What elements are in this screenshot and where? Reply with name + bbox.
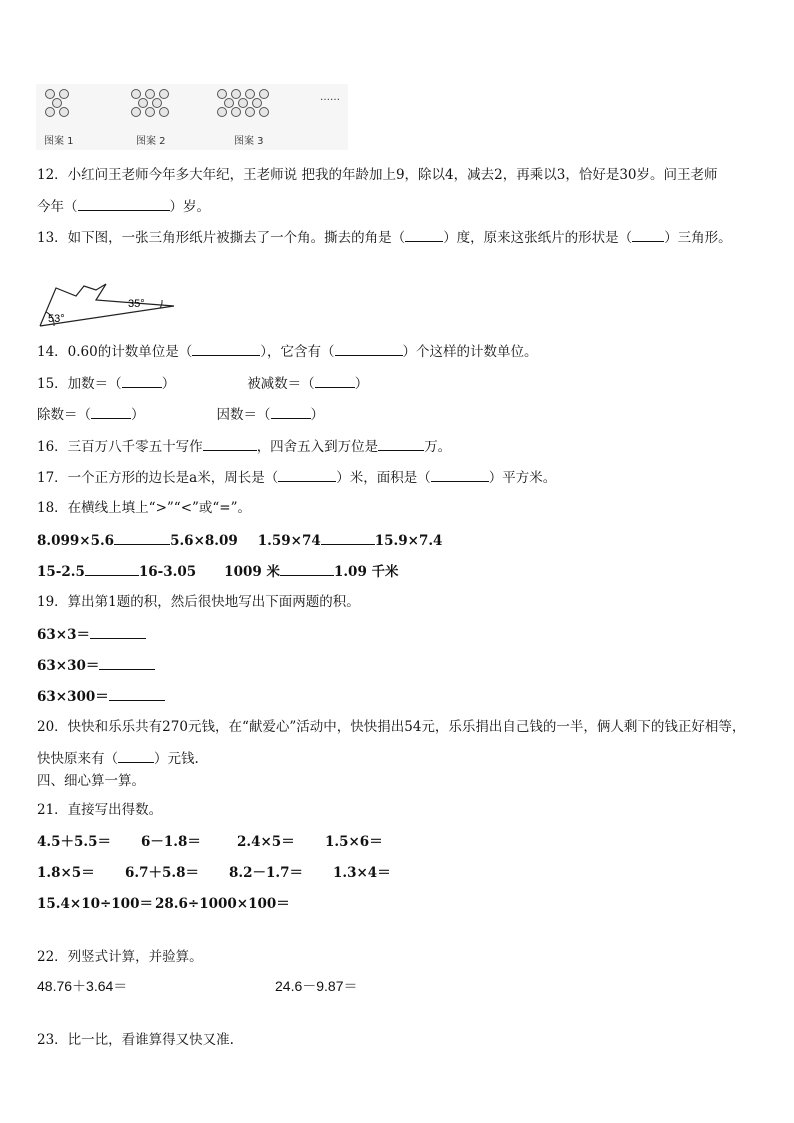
q18-r2-blank-1[interactable] (85, 562, 139, 576)
q18-r2-blank-2[interactable] (280, 562, 334, 576)
question-23-title (37, 1031, 234, 1049)
question-22-title: 22．列竖式计算，并验算。 (37, 949, 203, 965)
question-12-line-2 (37, 197, 210, 216)
q22-expr-2: 24.6－9.87＝ (275, 978, 358, 994)
q20-prefix: 快快原来有（ (37, 751, 118, 767)
pattern-label-2: 图案 2 (136, 136, 166, 147)
question-13 (37, 228, 732, 247)
q18-r1-right-a: 5.6×8.09 (170, 533, 238, 549)
question-21-title: 21．直接写出得数。 (37, 802, 163, 818)
question-20-line-1: 20．快快和乐乐共有270元钱，在“献爱心”活动中，快快捐出54元，乐乐捐出自己钱的一半，俩人剩下的钱正好相等， (37, 719, 746, 735)
q21-r2-item-4: 1.3×4＝ (333, 865, 391, 881)
q16-blank-rounded[interactable] (378, 437, 424, 451)
question-19-title: 19．算出第1题的积，然后很快地写出下面两题的积。 (37, 594, 360, 610)
q18-r1-right-b: 15.9×7.4 (374, 533, 443, 549)
q15-addend-blank[interactable] (122, 374, 162, 388)
angle-label-right: 35° (128, 298, 145, 310)
question-15-row-1 (37, 374, 368, 393)
question-22-items (37, 977, 358, 995)
q13-blank-shape[interactable] (632, 228, 664, 242)
q20-answer-blank[interactable] (118, 749, 154, 763)
q15-divisor-blank[interactable] (91, 405, 131, 419)
question-19-item-2 (37, 656, 155, 675)
q19-blank-2[interactable] (99, 656, 155, 670)
question-21-row-3 (37, 895, 290, 913)
q19-blank-1[interactable] (90, 625, 146, 639)
q21-r2-item-2: 6.7＋5.8＝ (125, 865, 199, 881)
q18-r1-left-a: 8.099×5.6 (37, 533, 115, 549)
question-17 (37, 468, 556, 487)
q21-r3-item-2: 28.6÷1000×100＝ (155, 896, 290, 912)
q23-text: 23．比一比，看谁算得又快又准. (37, 1032, 234, 1048)
q18-r1-left-b: 1.59×74 (257, 533, 321, 549)
question-18-row-1 (37, 531, 442, 550)
pattern-ellipsis: …… (320, 92, 340, 103)
q18-r1-blank-2[interactable] (321, 531, 375, 545)
q13-blank-degree[interactable] (405, 228, 443, 242)
question-20-line-2 (37, 749, 199, 768)
q21-r3-item-1: 15.4×10÷100＝ (37, 896, 153, 912)
pattern-figure (36, 84, 348, 150)
question-15-row-2 (37, 405, 324, 424)
q18-r2-right-a: 16-3.05 (138, 564, 197, 580)
section-4-heading: 四、细心算一算。 (37, 773, 145, 789)
question-21-row-1 (37, 833, 383, 851)
q17-text-a: 17．一个正方形的边长是a米，周长是（ (37, 470, 279, 486)
q16-text-b: ，四舍五入到万位是 (256, 439, 379, 455)
q14-text-b: ），它含有（ (260, 344, 335, 360)
question-18-title: 18．在横线上填上“>”“<”或“=”。 (37, 500, 252, 516)
q15-close-4: ） (310, 407, 324, 423)
q21-r1-item-4: 1.5×6＝ (325, 834, 383, 850)
q18-r2-right-b: 1.09 千米 (333, 564, 399, 580)
question-12-line-1: 12．小红问王老师今年多大年纪，王老师说 把我的年龄加上9，除以4，减去2，再乘以3，恰好是30岁。问王老师 (37, 167, 718, 183)
question-18-row-2 (37, 562, 399, 581)
q13-text-a: 13．如下图，一张三角形纸片被撕去了一个角。撕去的角是（ (37, 230, 406, 246)
q14-text-c: ）个这样的计数单位。 (402, 344, 538, 360)
q16-blank-written[interactable] (203, 437, 257, 451)
q19-expr-1: 63×3＝ (37, 627, 90, 643)
q17-blank-area[interactable] (431, 468, 489, 482)
q13-text-c: ）三角形。 (664, 230, 732, 246)
q14-blank-unit[interactable] (192, 342, 260, 356)
q16-text-c: 万。 (424, 439, 452, 455)
q18-r1-blank-1[interactable] (114, 531, 170, 545)
question-19-item-1 (37, 625, 146, 644)
torn-triangle-figure (36, 280, 180, 334)
question-16 (37, 437, 451, 456)
q21-r2-item-3: 8.2－1.7＝ (229, 865, 303, 881)
q21-r1-item-2: 6－1.8＝ (141, 834, 201, 850)
q21-r2-item-1: 1.8×5＝ (37, 865, 95, 881)
q15-addend-label: 15．加数＝（ (37, 376, 122, 392)
q17-text-c: ）平方米。 (488, 470, 557, 486)
question-19-item-3 (37, 687, 165, 706)
q18-r2-left-b: 1009 米 (224, 564, 280, 580)
q15-close-2: ） (354, 376, 369, 392)
q20-suffix: ）元钱. (154, 751, 199, 767)
q16-text-a: 16．三百万八千零五十写作 (37, 439, 203, 455)
q12-prefix: 今年（ (37, 199, 78, 215)
q15-close-3: ） (131, 407, 145, 423)
q15-divisor-label: 除数＝（ (37, 407, 91, 423)
q21-r1-item-1: 4.5＋5.5＝ (37, 834, 111, 850)
q21-r1-item-3: 2.4×5＝ (237, 834, 295, 850)
q13-text-b: ）度，原来这张纸片的形状是（ (443, 230, 633, 246)
q12-suffix: ）岁。 (169, 199, 210, 215)
q12-answer-blank[interactable] (78, 197, 170, 211)
pattern-label-1: 图案 1 (44, 136, 74, 147)
question-21-row-2 (37, 864, 391, 882)
torn-triangle-graphic (36, 280, 180, 330)
q15-factor-blank[interactable] (271, 405, 311, 419)
q17-text-b: ）米，面积是（ (336, 470, 431, 486)
q15-factor-label: 因数＝（ (216, 407, 271, 423)
q19-expr-2: 63×30＝ (37, 658, 100, 674)
q19-expr-3: 63×300＝ (37, 689, 109, 705)
q19-blank-3[interactable] (109, 687, 165, 701)
q14-text-a: 14．0.60的计数单位是（ (37, 344, 193, 360)
circle-pattern-graphic (36, 84, 348, 150)
angle-label-left: 53° (48, 313, 65, 325)
q22-expr-1: 48.76＋3.64＝ (37, 978, 128, 994)
q15-minuend-blank[interactable] (315, 374, 355, 388)
question-14 (37, 342, 538, 361)
q15-close-1: ） (161, 376, 176, 392)
q18-r2-left-a: 15-2.5 (37, 564, 85, 580)
pattern-label-3: 图案 3 (234, 136, 264, 147)
q15-minuend-label: 被减数＝（ (247, 376, 315, 392)
q14-blank-count[interactable] (335, 342, 403, 356)
q17-blank-perimeter[interactable] (278, 468, 336, 482)
